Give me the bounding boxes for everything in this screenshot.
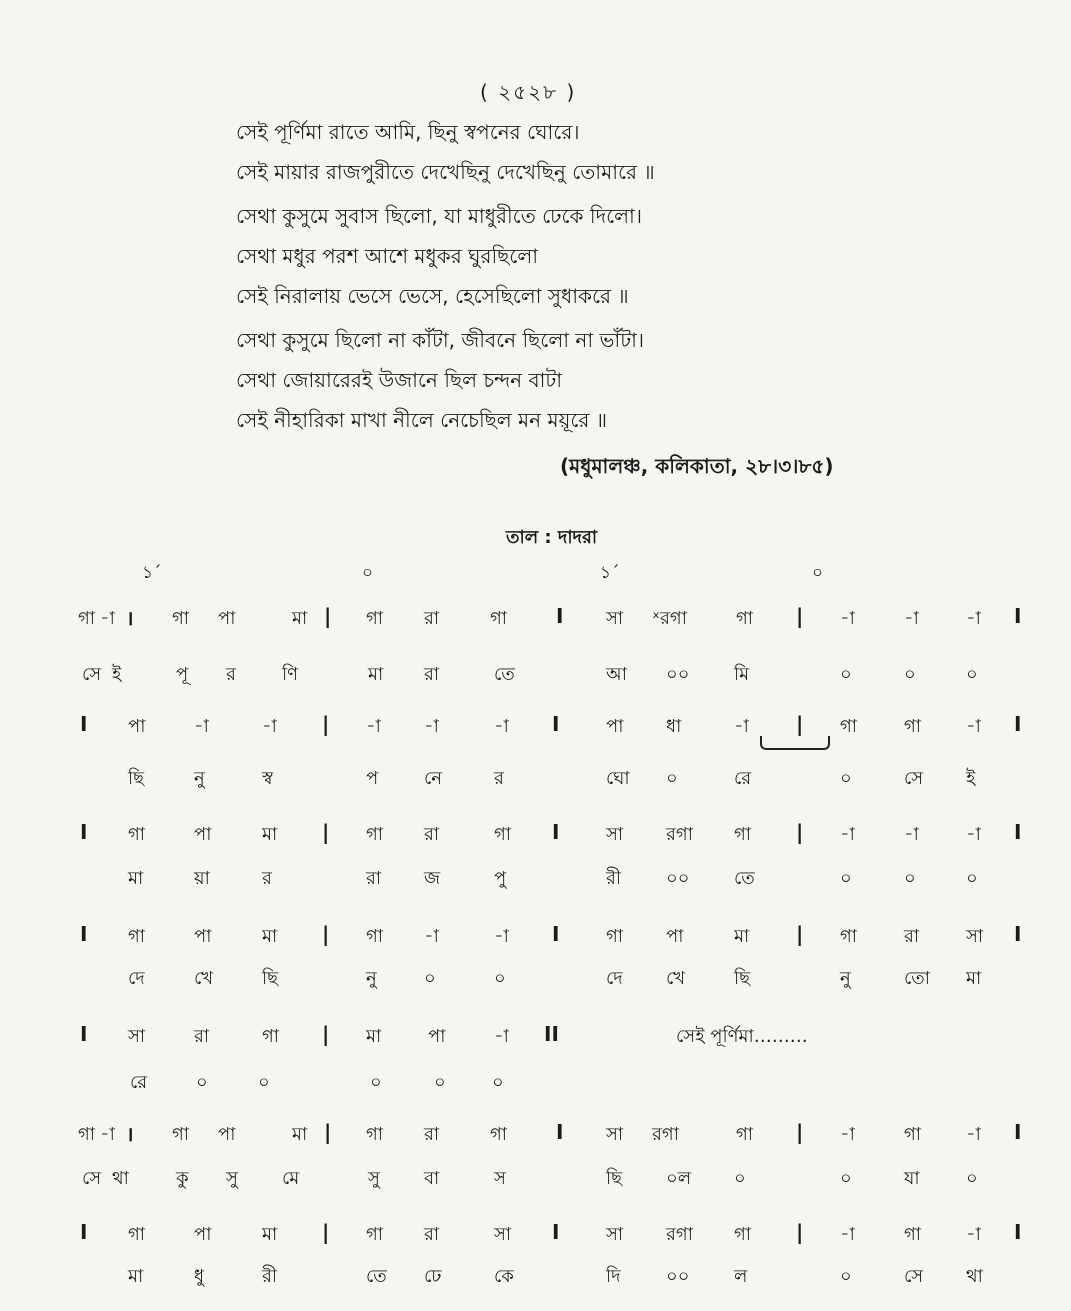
swara-note: রা <box>424 1224 440 1245</box>
syllable: ০ <box>840 664 852 685</box>
syllable: ০ <box>434 1072 446 1093</box>
bar-separator: I <box>1014 604 1022 628</box>
swara-note: -া <box>262 716 277 737</box>
swara-note: সেই পূর্ণিমা……… <box>676 1026 808 1047</box>
syllable: ০ <box>904 868 916 889</box>
swara-note: পা <box>194 1224 212 1245</box>
lyric-line: সেথা কুসুমে ছিলো না কাঁটা, জীবনে ছিলো না ভাঁটা। <box>236 328 645 352</box>
syllable: আ <box>606 664 627 685</box>
syllable: ০ <box>492 1072 504 1093</box>
syllable: ০ <box>666 768 678 789</box>
swara-note: মা <box>366 1026 382 1047</box>
syllable: ০০ <box>666 1266 690 1287</box>
swara-note: -া <box>194 716 209 737</box>
bar-separator: I <box>552 712 560 736</box>
syllable: রী <box>262 1266 278 1287</box>
swara-note: সা <box>606 608 624 629</box>
bar-separator: | <box>322 1220 330 1244</box>
swara-note: সা <box>606 824 624 845</box>
swara-note: মা <box>292 608 308 629</box>
bar-separator: I <box>1014 820 1022 844</box>
syllable: যা <box>904 1168 920 1189</box>
swara-note: গা <box>904 716 922 737</box>
swara-note: গা <box>734 824 752 845</box>
swara-note: সা <box>966 926 984 947</box>
swara-note: রা <box>424 608 440 629</box>
swara-note: গা <box>734 1224 752 1245</box>
swara-note: মা <box>262 926 278 947</box>
bar-separator: | <box>796 820 804 844</box>
syllable: ০ <box>840 768 852 789</box>
swara-note: -া <box>966 824 981 845</box>
syllable: মা <box>128 1266 144 1287</box>
lyric-line: সেই পূর্ণিমা রাতে আমি, ছিনু স্বপনের ঘোরে। <box>236 120 580 144</box>
syllable: রী <box>606 868 622 889</box>
bar-separator: I <box>552 922 560 946</box>
swara-note: পা <box>194 926 212 947</box>
swara-note: গা <box>904 1124 922 1145</box>
syllable: সে <box>904 1266 924 1287</box>
syllable: খে <box>666 968 686 989</box>
swara-note: -া <box>840 608 855 629</box>
swara-note: পা <box>128 716 146 737</box>
bar-separator: I <box>552 1220 560 1244</box>
swara-note: গা <box>366 926 384 947</box>
swara-row <box>0 712 1071 752</box>
beat-mark: ১´ <box>142 563 162 583</box>
bar-separator: I <box>1014 1120 1022 1144</box>
swara-note: -া <box>966 716 981 737</box>
swara-note: মা <box>262 1224 278 1245</box>
syllable: পু <box>494 868 507 889</box>
syllable: ই <box>112 664 122 685</box>
swara-note: গা <box>736 1124 754 1145</box>
syllable: দে <box>128 968 145 989</box>
bar-separator: | <box>322 922 330 946</box>
lyric-line: সেই নিরালায় ভেসে ভেসে, হেসেছিলো সুধাকরে ॥ <box>236 284 629 308</box>
syllable: নু <box>194 768 205 789</box>
syllable: ই <box>966 768 976 789</box>
lyric-syllable-row <box>0 1262 1071 1302</box>
syllable: মা <box>128 868 144 889</box>
swara-note: গা <box>606 926 624 947</box>
swara-note: রগা <box>666 1224 693 1245</box>
bar-separator: | <box>324 604 332 628</box>
bar-separator: | <box>324 1120 332 1144</box>
syllable: র <box>262 868 272 889</box>
syllable: ল <box>734 1266 748 1287</box>
syllable: ঘো <box>606 768 630 789</box>
swara-note: রা <box>194 1026 210 1047</box>
swara-note: রগা <box>666 824 693 845</box>
lyric-line: সেই মায়ার রাজপুরীতে দেখেছিনু দেখেছিনু তোমারে ॥ <box>236 160 655 184</box>
swara-note: মা <box>262 824 278 845</box>
syllable: মা <box>368 664 384 685</box>
swara-row <box>0 1022 1071 1062</box>
syllable: নু <box>366 968 377 989</box>
swara-note: গা <box>904 1224 922 1245</box>
swara-row <box>0 1220 1071 1260</box>
bar-separator: I <box>80 820 88 844</box>
swara-note: গা <box>494 824 512 845</box>
bar-separator: I <box>556 604 564 628</box>
syllable: য়া <box>194 868 210 889</box>
bar-separator: | <box>322 1022 330 1046</box>
syllable: সু <box>226 1168 238 1189</box>
swara-note: -া <box>734 716 749 737</box>
swara-note: -া <box>966 1224 981 1245</box>
swara-note: -া <box>966 1124 981 1145</box>
swara-note: -া <box>100 1124 115 1145</box>
swara-note: গা <box>840 716 858 737</box>
syllable: থা <box>966 1266 983 1287</box>
syllable: ঢে <box>424 1266 442 1287</box>
syllable: মি <box>734 664 750 685</box>
bar-separator: I <box>1014 922 1022 946</box>
syllable: ০ <box>904 664 916 685</box>
bar-separator: I <box>1014 712 1022 736</box>
syllable: র <box>226 664 236 685</box>
syllable: রে <box>130 1072 148 1093</box>
syllable: ০ <box>494 968 506 989</box>
syllable: ধু <box>194 1266 205 1287</box>
swara-note: গা <box>128 926 146 947</box>
lyric-syllable-row <box>0 1164 1071 1204</box>
swara-note: গা <box>172 608 190 629</box>
swara-note: -া <box>966 608 981 629</box>
swara-note: গা <box>78 608 96 629</box>
syllable: ০ <box>966 868 978 889</box>
swara-note: -া <box>904 824 919 845</box>
swara-row <box>0 820 1071 860</box>
syllable: তে <box>366 1266 387 1287</box>
bar-separator: | <box>796 922 804 946</box>
lyric-line: সেথা মধুর পরশ আশে মধুকর ঘুরছিলো <box>236 244 539 268</box>
bar-separator: | <box>796 1220 804 1244</box>
swara-note: -া <box>494 716 509 737</box>
bar-separator: | <box>322 712 330 736</box>
swara-note: -া <box>840 1124 855 1145</box>
tal-heading: তাল : দাদরা <box>506 527 598 548</box>
lyric-syllable-row <box>0 1068 1071 1108</box>
swara-note: সা <box>128 1026 146 1047</box>
swara-note: রা <box>904 926 920 947</box>
bar-separator: | <box>796 712 804 736</box>
syllable: সে <box>82 1168 102 1189</box>
syllable: তে <box>734 868 755 889</box>
swara-note: পা <box>218 608 236 629</box>
swara-note: গা <box>840 926 858 947</box>
bar-separator: I <box>80 922 88 946</box>
swara-note: সা <box>494 1224 512 1245</box>
swara-note: পা <box>606 716 624 737</box>
syllable: জ <box>424 868 441 889</box>
syllable: নু <box>840 968 851 989</box>
swara-note: -া <box>904 608 919 629</box>
swara-note: -া <box>366 716 381 737</box>
swara-note: পা <box>428 1026 446 1047</box>
bar-separator: I <box>80 1022 88 1046</box>
bar-separator: I <box>556 1120 564 1144</box>
swara-note: পা <box>218 1124 236 1145</box>
swara-note: গা <box>172 1124 190 1145</box>
syllable: র <box>494 768 504 789</box>
swara-note: গা <box>490 608 508 629</box>
swara-note: -া <box>494 926 509 947</box>
syllable: ০০ <box>666 664 690 685</box>
syllable: ০ <box>840 1266 852 1287</box>
syllable: দে <box>606 968 623 989</box>
bar-separator: I <box>552 820 560 844</box>
beat-mark: ০ <box>812 563 824 583</box>
syllable: রে <box>734 768 752 789</box>
syllable: ছি <box>606 1168 623 1189</box>
syllable: ছি <box>128 768 145 789</box>
swara-row <box>0 1120 1071 1160</box>
syllable: স্ব <box>262 768 273 789</box>
bar-separator: । <box>126 1122 134 1146</box>
swara-note: গা <box>262 1026 280 1047</box>
swara-note: পা <box>194 824 212 845</box>
syllable: ০ <box>258 1072 270 1093</box>
swara-note: গা <box>490 1124 508 1145</box>
swara-note: রগা <box>652 1124 679 1145</box>
beat-mark: ০ <box>362 563 374 583</box>
syllable: সে <box>82 664 102 685</box>
bar-separator: | <box>796 604 804 628</box>
swara-note: রা <box>424 824 440 845</box>
syllable: ছি <box>734 968 751 989</box>
syllable: খে <box>194 968 214 989</box>
syllable: ০ <box>734 1168 746 1189</box>
swara-row <box>0 922 1071 962</box>
swara-note: গা <box>128 824 146 845</box>
syllable: রা <box>424 664 440 685</box>
swara-note: পা <box>666 926 684 947</box>
syllable: সু <box>368 1168 380 1189</box>
bar-separator: | <box>796 1120 804 1144</box>
syllable: রা <box>366 868 382 889</box>
syllable: নে <box>424 768 443 789</box>
syllable: প <box>366 768 379 789</box>
syllable: তে <box>494 664 515 685</box>
bar-separator: | <box>322 820 330 844</box>
syllable: ০ল <box>666 1168 692 1189</box>
swara-note: -া <box>100 608 115 629</box>
syllable: মে <box>282 1168 300 1189</box>
swara-note: ˣরগা <box>652 608 687 629</box>
syllable: ০ <box>966 664 978 685</box>
syllable: কে <box>494 1266 514 1287</box>
swara-note: -া <box>424 716 439 737</box>
bar-separator: I <box>1014 1220 1022 1244</box>
syllable: ছি <box>262 968 279 989</box>
swara-note: -া <box>840 1224 855 1245</box>
swara-note: গা <box>366 1124 384 1145</box>
swara-note: রা <box>424 1124 440 1145</box>
swara-note: গা <box>366 1224 384 1245</box>
source-credit: (মধুমালঞ্চ, কলিকাতা, ২৮।৩।৮৫) <box>560 454 834 478</box>
syllable: ০ <box>840 1168 852 1189</box>
bar-separator: । <box>126 606 134 630</box>
syllable: পূ <box>176 664 189 685</box>
bar-separator: II <box>544 1022 559 1046</box>
swara-note: সা <box>606 1124 624 1145</box>
swara-note: গা <box>736 608 754 629</box>
swara-note: সা <box>606 1224 624 1245</box>
swara-note: -া <box>494 1026 509 1047</box>
bar-separator: I <box>80 1220 88 1244</box>
syllable: কু <box>176 1168 189 1189</box>
syllable: ০০ <box>666 868 690 889</box>
syllable: সে <box>904 768 924 789</box>
swara-note: গা <box>366 824 384 845</box>
syllable: ০ <box>840 868 852 889</box>
swara-note: গা <box>128 1224 146 1245</box>
syllable: ০ <box>370 1072 382 1093</box>
swara-note: -া <box>424 926 439 947</box>
swara-note: -া <box>840 824 855 845</box>
syllable: বা <box>424 1168 440 1189</box>
swara-note: গা <box>78 1124 96 1145</box>
syllable: ০ <box>966 1168 978 1189</box>
lyric-syllable-row <box>0 964 1071 1004</box>
lyric-line: সেথা জোয়ারেরই উজানে ছিল চন্দন বাটা <box>236 368 563 392</box>
syllable: ণি <box>282 664 299 685</box>
swara-row <box>0 604 1071 644</box>
syllable: ০ <box>424 968 436 989</box>
syllable: স <box>494 1168 506 1189</box>
lyric-syllable-row <box>0 864 1071 904</box>
swara-note: গা <box>366 608 384 629</box>
lyric-syllable-row <box>0 764 1071 804</box>
swara-note: ধা <box>666 716 682 737</box>
tie-mark <box>760 736 830 750</box>
beat-mark: ১´ <box>600 563 620 583</box>
lyric-syllable-row <box>0 660 1071 700</box>
swara-note: মা <box>734 926 750 947</box>
lyric-line: সেই নীহারিকা মাখা নীলে নেচেছিল মন ময়ূরে ॥ <box>236 408 608 432</box>
lyric-line: সেথা কুসুমে সুবাস ছিলো, যা মাধুরীতে ঢেকে দিলো। <box>236 204 642 228</box>
syllable: থা <box>112 1168 129 1189</box>
bar-separator: I <box>80 712 88 736</box>
syllable: দি <box>606 1266 621 1287</box>
syllable: মা <box>966 968 982 989</box>
syllable: ০ <box>196 1072 208 1093</box>
page-number: ( ২৫২৮ ) <box>480 80 577 104</box>
syllable: তো <box>904 968 931 989</box>
swara-note: মা <box>292 1124 308 1145</box>
